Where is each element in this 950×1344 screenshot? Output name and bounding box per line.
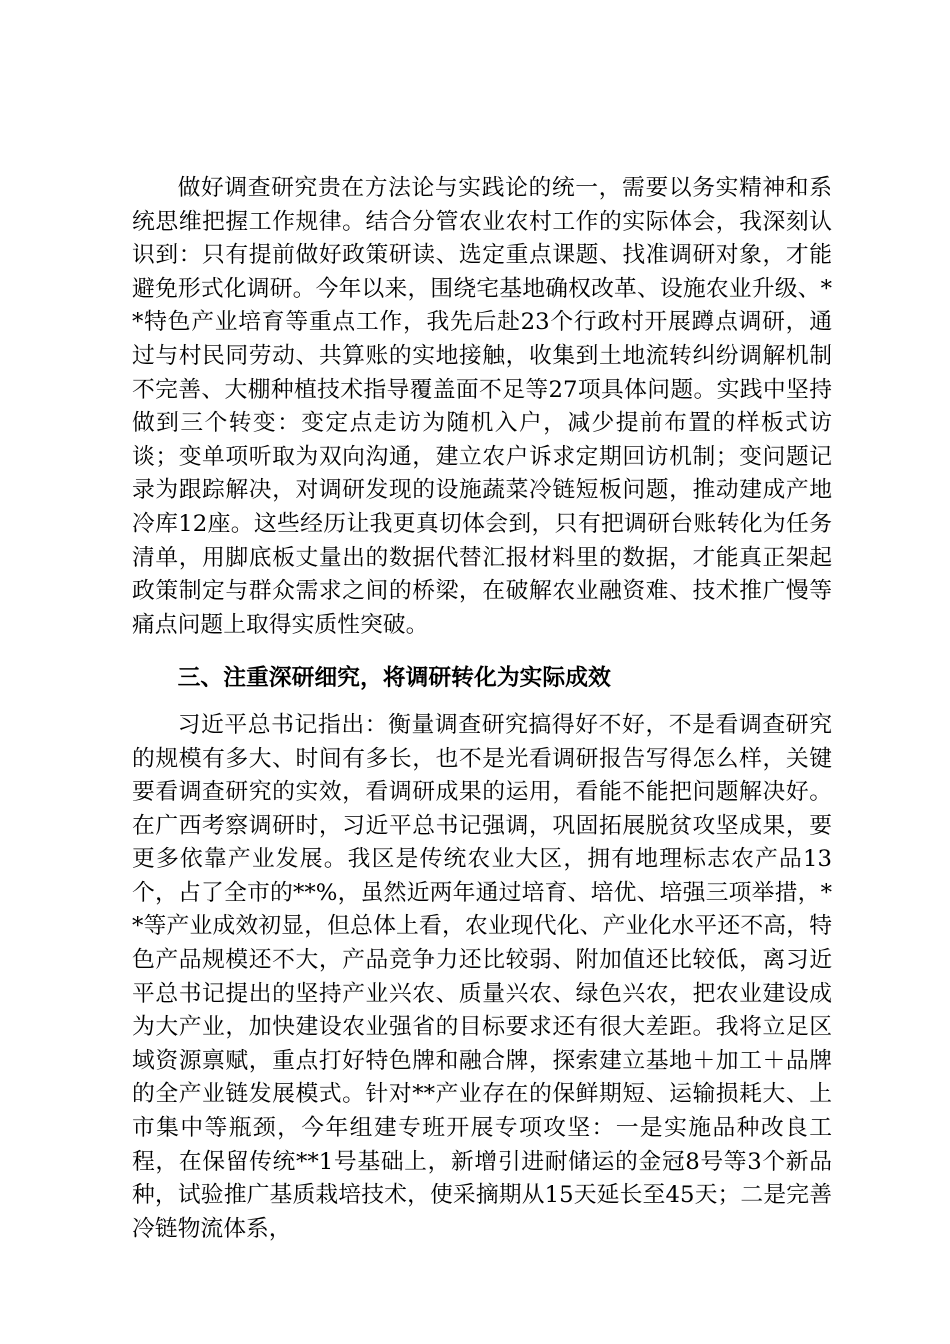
body-paragraph-2: 习近平总书记指出：衡量调查研究搞得好不好，不是看调查研究的规模有多大、时间有多长，也不是光看调研报告写得怎么样，关键要看调查研究的实效，看调研成果的运用，看能不能把问题解决好。在广西考察调研时，习近平总书记强调，巩固拓展脱贫攻坚成果，要更多依靠产业发展。我区是传统农业大区，拥有地理标志农产品13个，占了全市的**%，虽然近两年通过培育、培优、培强三项举措，**等产业成效初显，但总体上看，农业现代化、产业化水平还不高，特色产品规模还不大，产品竞争力还比较弱、附加值还比较低，离习近平总书记提出的坚持产业兴农、质量兴农、绿色兴农，把农业建设成为大产业，加快建设农业强省的目标要求还有很大差距。我将立足区域资源禀赋，重点打好特色牌和融合牌，探索建立基地＋加工＋品牌的全产业链发展模式。针对**产业存在的保鲜期短、运输损耗大、上市集中等瓶颈，今年组建专班开展专项攻坚：一是实施品种改良工程，在保留传统**1号基础上，新增引进耐储运的金冠8号等3个新品种，试验推广基质栽培技术，使采摘期从15天延长至45天；二是完善冷链物流体系，	[132, 711, 832, 1242]
body-paragraph-1: 做好调查研究贵在方法论与实践论的统一，需要以务实精神和系统思维把握工作规律。结合分管农业农村工作的实际体会，我深刻认识到：只有提前做好政策研读、选定重点课题、找准调研对象，才能避免形式化调研。今年以来，围绕宅基地确权改革、设施农业升级、**特色产业培育等重点工作，我先后赴23个行政村开展蹲点调研，通过与村民同劳动、共算账的实地接触，收集到土地流转纠纷调解机制不完善、大棚种植技术指导覆盖面不足等27项具体问题。实践中坚持做到三个转变：变定点走访为随机入户，减少提前布置的样板式访谈；变单项听取为双向沟通，建立农户诉求定期回访机制；变问题记录为跟踪解决，对调研发现的设施蔬菜冷链短板问题，推动建成产地冷库12座。这些经历让我更真切体会到，只有把调研台账转化为任务清单，用脚底板丈量出的数据代替汇报材料里的数据，才能真正架起政策制定与群众需求之间的桥梁，在破解农业融资难、技术推广慢等痛点问题上取得实质性突破。	[132, 175, 832, 638]
document-page	[132, 172, 832, 1246]
section-heading-3: 三、注重深研细究，将调研转化为实际成效	[177, 665, 611, 692]
